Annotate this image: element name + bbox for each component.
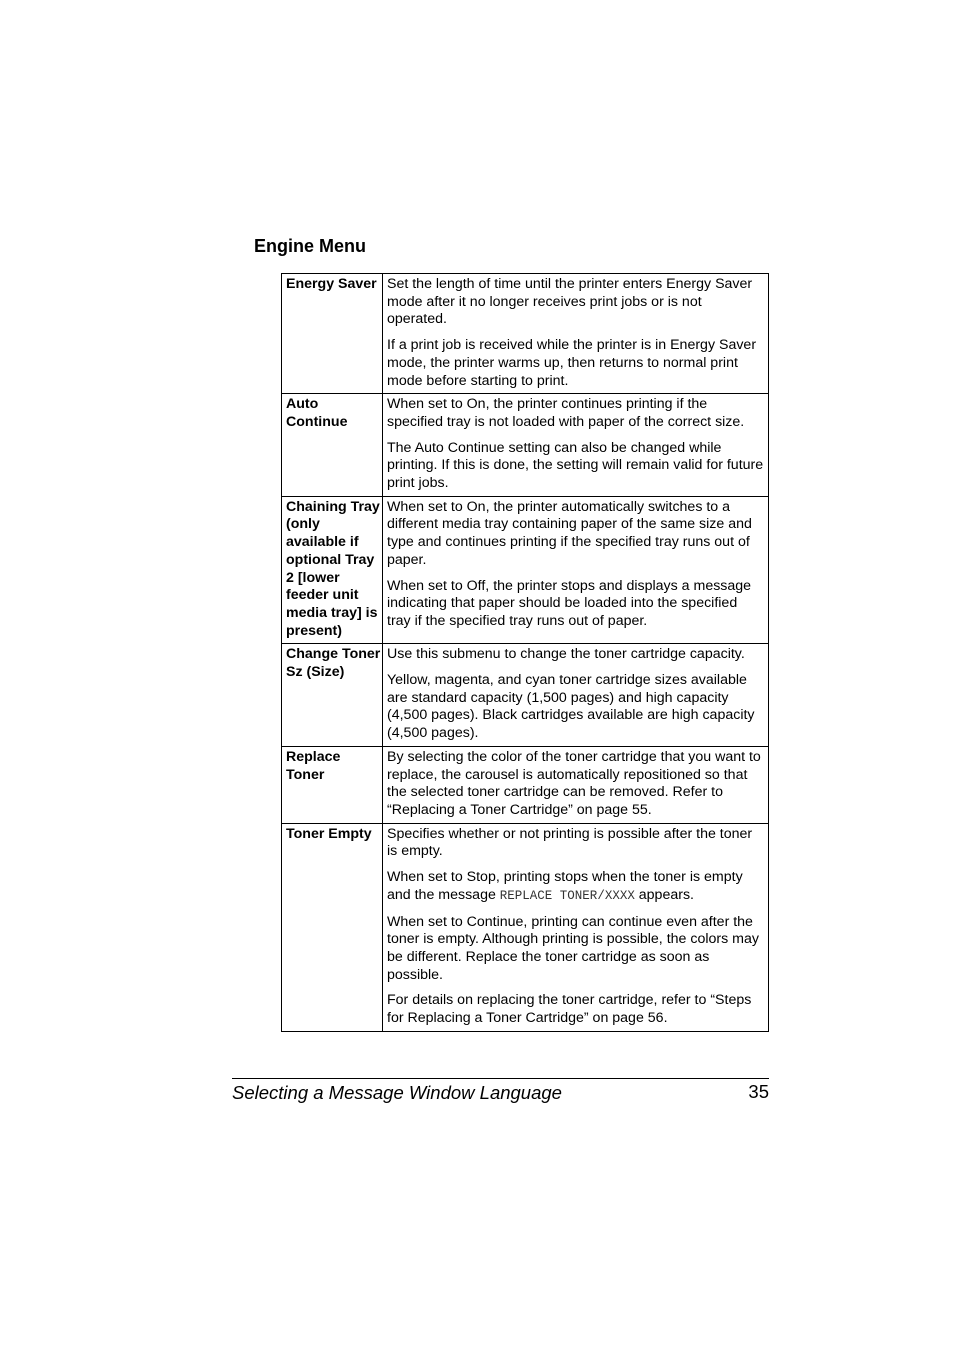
setting-description <box>383 823 769 1031</box>
description-paragraph: For details on replacing the toner cartridge, refer to “Steps for Replacing a Toner Cartridge” on page 56. <box>387 992 752 1027</box>
message-code: REPLACE TONER/XXXX <box>499 888 635 903</box>
setting-description <box>383 496 769 644</box>
setting-description <box>383 274 769 394</box>
setting-name: Energy Saver <box>282 274 383 394</box>
engine-menu-table <box>281 273 769 1032</box>
page-number: 35 <box>748 1081 769 1102</box>
description-paragraph: Specifies whether or not printing is possible after the toner is empty. <box>387 825 753 860</box>
description-paragraph: When set to On, the printer continues printing if the specified tray is not loaded with paper of the correct size. <box>387 396 745 430</box>
engine-menu-table-body <box>282 274 769 1032</box>
setting-name: Auto Continue <box>282 394 383 497</box>
table-row <box>282 496 769 644</box>
footer-title: Selecting a Message Window Language <box>232 1082 562 1103</box>
setting-name: Change Toner Sz (Size) <box>282 644 383 747</box>
table-row <box>282 644 769 747</box>
description-paragraph: Yellow, magenta, and cyan toner cartridge sizes available are standard capacity (1,500 pages) and high capacity (4,500 pages). Black cartridges available are high capacity (4,500 pages). <box>387 672 755 742</box>
description-paragraph: When set to Continue, printing can continue even after the toner is empty. Although printing is possible, the colors may be different. Replace the toner cartridge as soon as possible. <box>387 913 759 983</box>
footer-rule <box>232 1078 769 1079</box>
setting-name: Toner Empty <box>282 823 383 1031</box>
paragraph-text: appears. <box>634 886 694 903</box>
description-paragraph <box>387 869 764 905</box>
description-paragraph: Use this submenu to change the toner cartridge capacity. <box>387 646 745 663</box>
description-paragraph: Set the length of time until the printer enters Energy Saver mode after it no longer receives print jobs or is not operated. <box>387 276 753 328</box>
section-title: Engine Menu <box>254 236 366 256</box>
setting-description <box>383 746 769 823</box>
description-paragraph: When set to Off, the printer stops and displays a message indicating that paper should be loaded into the specified tray if the specified tray runs out of paper. <box>387 577 752 629</box>
setting-description <box>383 644 769 747</box>
description-paragraph: The Auto Continue setting can also be changed while printing. If this is done, the setting will remain valid for future print jobs. <box>387 439 764 492</box>
description-paragraph: By selecting the color of the toner cartridge that you want to replace, the carousel is automatically repositioned so that the selected toner cartridge can be removed. Refer to “Replacing a Toner Cartridge” on page 55. <box>387 748 761 818</box>
table-row <box>282 823 769 1031</box>
table-row <box>282 394 769 497</box>
table-row <box>282 746 769 823</box>
table-row <box>282 274 769 394</box>
setting-name: Chaining Tray (only available if optional Tray 2 [lower feeder unit media tray] is present) <box>282 496 383 644</box>
description-paragraph: If a print job is received while the printer is in Energy Saver mode, the printer warms up, then returns to normal print mode before starting to print. <box>387 337 757 389</box>
setting-description <box>383 394 769 497</box>
description-paragraph: When set to On, the printer automatically switches to a different media tray containing paper of the same size and type and continues printing if the specified tray runs out of paper. <box>387 498 752 568</box>
paragraph-text: When set to Stop, printing stops when the toner is empty and the message <box>387 869 743 903</box>
setting-name: Replace Toner <box>282 746 383 823</box>
